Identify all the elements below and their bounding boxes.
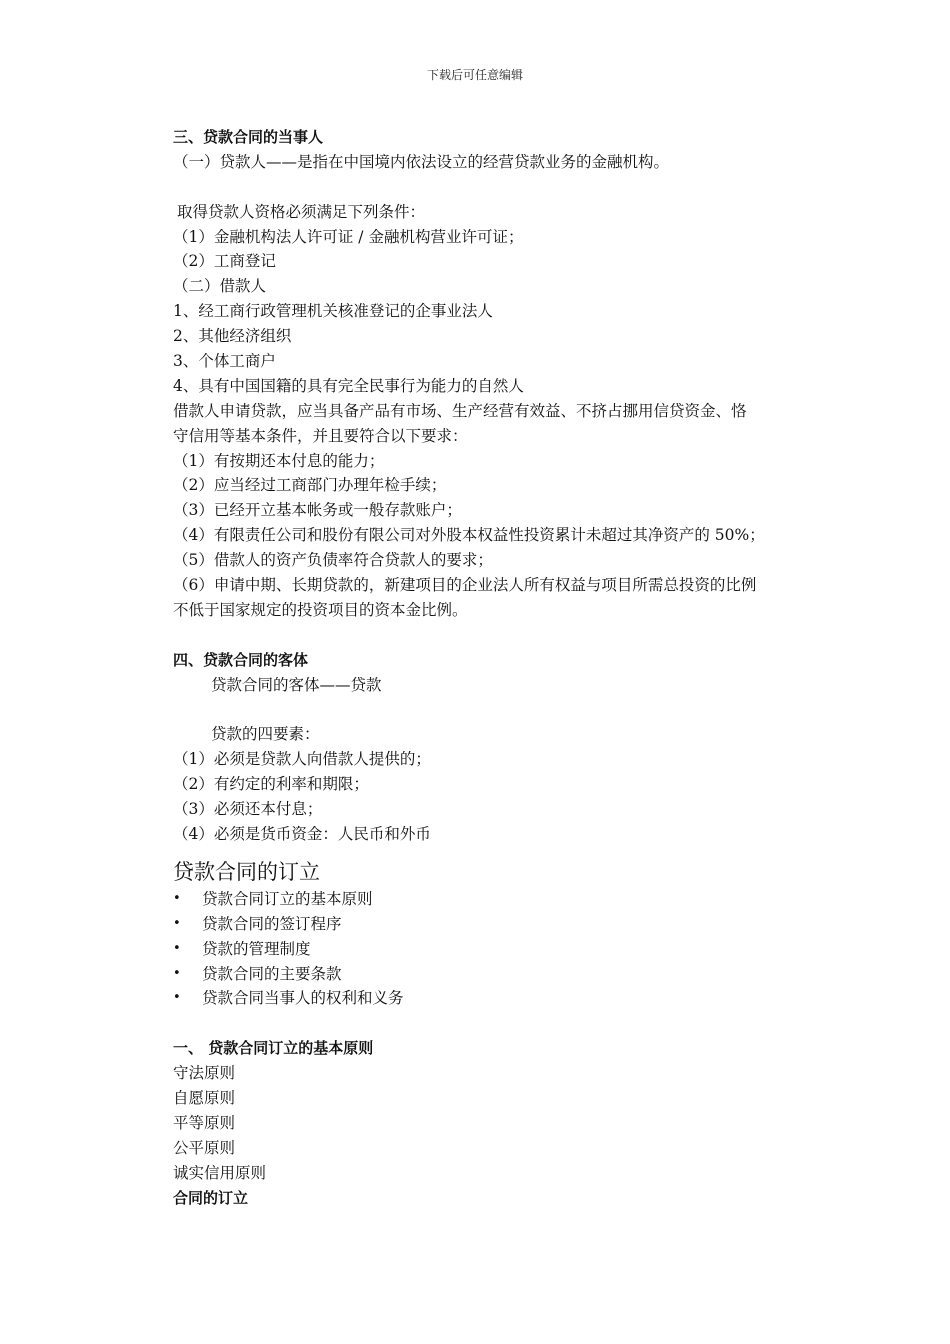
spacer <box>173 697 813 722</box>
borrower-heading: （二）借款人 <box>173 277 267 296</box>
spacer <box>173 1011 813 1036</box>
object-definition: 贷款合同的客体——贷款 <box>211 675 382 694</box>
borrower-type: 3、个体工商户 <box>173 352 276 371</box>
conclusion-list <box>173 887 813 1011</box>
loan-element: （1）必须是贷款人向借款人提供的； <box>173 750 431 769</box>
spacer <box>173 175 813 200</box>
borrower-requirement: （1）有按期还本付息的能力； <box>173 451 385 470</box>
conclusion-heading: 贷款合同的订立 <box>173 859 320 884</box>
borrower-requirement-6: （6）申请中期、长期贷款的，新建项目的企业法人所有权益与项目所需总投资的比例 <box>173 576 757 595</box>
bullet-icon: • <box>173 965 181 981</box>
principles-heading: 一、 贷款合同订立的基本原则 <box>173 1039 374 1058</box>
list-item-label: 贷款的管理制度 <box>202 939 311 958</box>
principle-item: 平等原则 <box>173 1113 236 1132</box>
section-3-heading: 三、贷款合同的当事人 <box>173 128 324 146</box>
bullet-icon: • <box>173 890 181 906</box>
list-item <box>173 962 813 987</box>
loan-element: （2）有约定的利率和期限； <box>173 775 369 794</box>
section-4-heading: 四、贷款合同的客体 <box>173 650 309 669</box>
bullet-icon: • <box>173 990 181 1006</box>
borrower-type: 1、经工商行政管理机关核准登记的企事业法人 <box>173 302 493 321</box>
borrower-requirements-intro-cont: 守信用等基本条件，并且要符合以下要求： <box>173 426 468 445</box>
document-body <box>173 125 813 1210</box>
borrower-requirement: （3）已经开立基本帐务或一般存款账户； <box>173 501 462 520</box>
lender-condition: （2）工商登记 <box>173 252 276 271</box>
loan-element: （4）必须是货币资金：人民币和外币 <box>173 824 431 843</box>
borrower-requirement: （4）有限责任公司和股份有限公司对外股本权益性投资累计未超过其净资产的 50%； <box>173 526 765 545</box>
loan-element: （3）必须还本付息； <box>173 800 323 819</box>
list-item-label: 贷款合同当事人的权利和义务 <box>202 989 404 1008</box>
spacer <box>173 623 813 648</box>
principle-item: 诚实信用原则 <box>173 1163 267 1182</box>
borrower-requirements-intro: 借款人申请贷款，应当具备产品有市场、生产经营有效益、不挤占挪用信贷资金、恪 <box>173 401 747 420</box>
list-item-label: 贷款合同的主要条款 <box>202 964 342 983</box>
principle-item: 守法原则 <box>173 1064 236 1083</box>
elements-intro: 贷款的四要素： <box>211 725 320 744</box>
contract-formation-heading: 合同的订立 <box>173 1188 249 1207</box>
list-item <box>173 937 813 962</box>
page-header-note: 下载后可任意编辑 <box>426 68 523 82</box>
list-item-label: 贷款合同订立的基本原则 <box>202 889 373 908</box>
borrower-requirement: （5）借款人的资产负债率符合贷款人的要求； <box>173 551 493 570</box>
list-item-label: 贷款合同的签订程序 <box>202 914 342 933</box>
bullet-icon: • <box>173 940 181 956</box>
list-item <box>173 887 813 912</box>
lender-condition: （1）金融机构法人许可证 / 金融机构营业许可证； <box>173 227 524 246</box>
borrower-requirement: （2）应当经过工商部门办理年检手续； <box>173 476 447 495</box>
borrower-requirement-6-cont: 不低于国家规定的投资项目的资本金比例。 <box>173 600 468 619</box>
lender-conditions-intro: 取得贷款人资格必须满足下列条件： <box>177 202 426 221</box>
bullet-icon: • <box>173 915 181 931</box>
principle-item: 自愿原则 <box>173 1088 236 1107</box>
borrower-type: 2、其他经济组织 <box>173 327 292 346</box>
borrower-type: 4、具有中国国籍的具有完全民事行为能力的自然人 <box>173 376 524 395</box>
list-item <box>173 912 813 937</box>
principle-item: 公平原则 <box>173 1138 236 1157</box>
list-item <box>173 986 813 1011</box>
lender-definition: （一）贷款人——是指在中国境内依法设立的经营贷款业务的金融机构。 <box>173 152 670 171</box>
